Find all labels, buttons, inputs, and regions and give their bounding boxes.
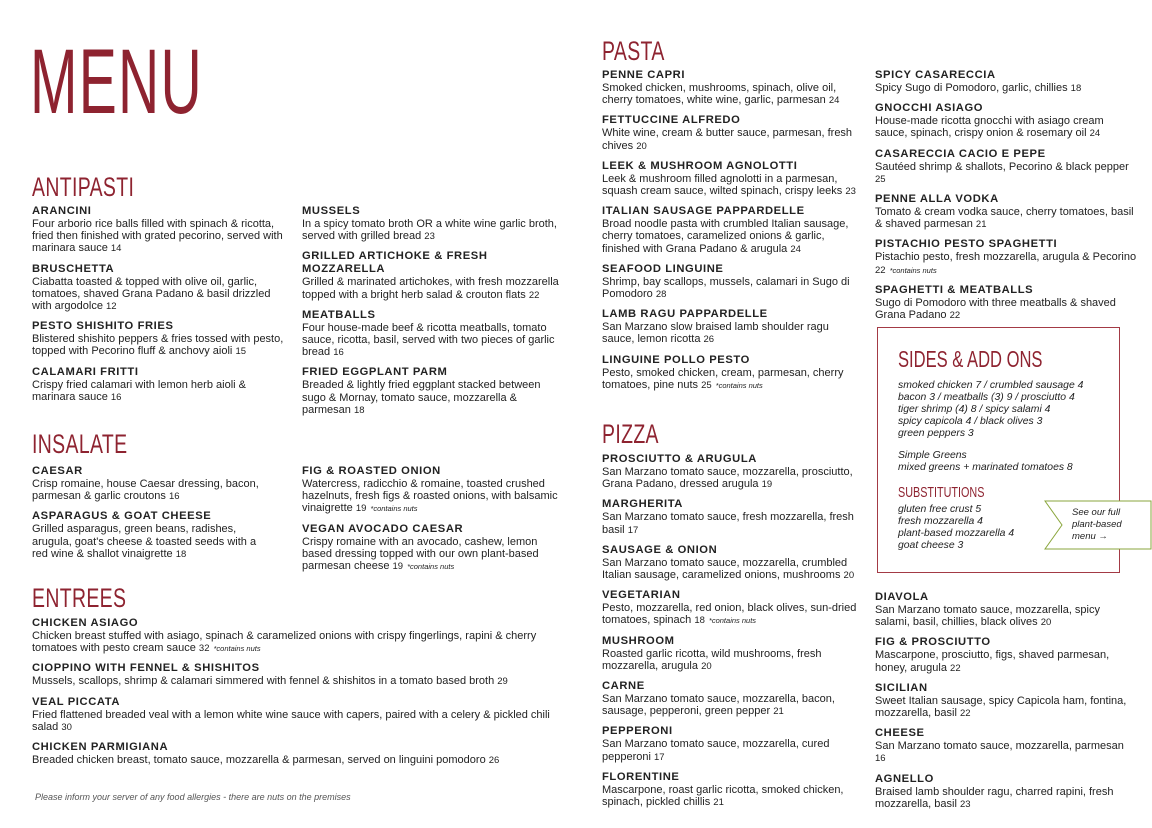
menu-item <box>602 114 860 152</box>
item-description <box>875 161 1137 186</box>
item-price: 19 <box>355 503 367 515</box>
menu-item <box>32 205 287 256</box>
item-price: 22 <box>950 662 961 674</box>
item-name: MEATBALLS <box>302 308 376 321</box>
item-name: PENNE ALLA VODKA <box>875 193 999 206</box>
item-description-text: Pesto, mozzarella, red onion, black olives, sun-dried tomatoes, spinach <box>602 602 857 627</box>
item-price: 15 <box>235 346 247 358</box>
item-price: 19 <box>761 479 773 491</box>
item-description-text: Four arborio rice balls filled with spinach & ricotta, fried then finished with grated pecorino, served with marinara sauce <box>32 218 283 255</box>
item-description-text: Grilled asparagus, green beans, radishes, arugula, goat's cheese & toasted seeds with a red wine & shallot vinaigrette <box>32 523 257 560</box>
item-description-text: Ciabatta toasted & topped with olive oil, garlic, tomatoes, shaved Grana Padano & basil drizzled with argodolce <box>32 275 271 313</box>
item-description-text: Smoked chicken, mushrooms, spinach, olive oil, cherry tomatoes, white wine, garlic, parmesan <box>602 82 837 107</box>
sides-line: spicy capicola 4 / black olives 3 <box>898 416 1043 427</box>
item-price: 21 <box>975 219 987 231</box>
item-price: 20 <box>843 570 855 582</box>
menu-item <box>875 148 1137 186</box>
item-description <box>875 115 1137 140</box>
menu-item <box>32 465 272 503</box>
item-description-text: San Marzano tomato sauce, mozzarella, prosciutto, Grana Padano, dressed arugula <box>602 466 853 491</box>
item-price: 24 <box>828 95 840 107</box>
item-description <box>602 511 862 536</box>
menu-item <box>32 617 552 655</box>
menu-item <box>602 263 860 301</box>
item-name: CHEESE <box>875 727 925 740</box>
menu-item <box>875 636 1137 674</box>
item-description-text: Sautéed shrimp & shallots, Pecorino & black pepper <box>875 160 1129 173</box>
item-description <box>32 709 552 734</box>
menu-item <box>875 773 1137 811</box>
item-description-text: Crispy fried calamari with lemon herb aioli & marinara sauce <box>32 378 246 403</box>
item-description <box>32 630 552 655</box>
item-description-text: Braised lamb shoulder ragu, charred rapini, fresh mozzarella, basil <box>875 785 1114 810</box>
substitutions-heading: SUBSTITUTIONS <box>898 484 985 501</box>
item-price: 14 <box>110 243 122 255</box>
pizza-left <box>602 453 862 816</box>
item-description-text: Crispy romaine with an avocado, cashew, lemon based dressing topped with our own plant-based parmesan cheese <box>302 535 539 573</box>
menu-item <box>302 465 560 516</box>
item-description <box>875 786 1137 811</box>
item-name: FLORENTINE <box>602 770 680 783</box>
entrees-heading: ENTREES <box>32 583 127 613</box>
item-name: FRIED EGGPLANT PARM <box>302 366 448 379</box>
item-description <box>602 693 862 718</box>
menu-item <box>602 680 862 718</box>
item-description <box>602 276 860 301</box>
item-name: SPAGHETTI & MEATBALLS <box>875 283 1034 296</box>
item-description-text: Tomato & cream vodka sauce, cherry tomatoes, basil & shaved parmesan <box>875 206 1134 231</box>
item-name: LEEK & MUSHROOM AGNOLOTTI <box>602 159 798 172</box>
item-description <box>602 127 860 152</box>
item-price: 22 <box>949 310 961 322</box>
item-description-text: Chicken breast stuffed with asiago, spinach & caramelized onions with crispy fingerlings, rapini & cherry tomatoes with pesto cream sauce <box>32 630 537 655</box>
menu-item <box>875 284 1137 322</box>
menu-item <box>602 453 862 491</box>
item-name: PESTO SHISHITO FRIES <box>32 320 174 333</box>
item-description <box>32 218 287 256</box>
antipasti-heading: ANTIPASTI <box>32 172 135 202</box>
item-price: 22 <box>528 289 540 301</box>
item-description-text: Spicy Sugo di Pomodoro, garlic, chillies <box>875 82 1068 94</box>
item-description <box>32 333 287 358</box>
item-description <box>32 478 272 503</box>
menu-item <box>302 309 560 360</box>
item-description <box>602 218 860 256</box>
antipasti-right <box>302 205 560 424</box>
item-description-text: San Marzano tomato sauce, mozzarella, bacon, sausage, pepperoni, green pepper <box>602 693 835 718</box>
allergy-note: Please inform your server of any food allergies - there are nuts on the premises <box>35 792 351 802</box>
greens-line: mixed greens + marinated tomatoes 8 <box>898 462 1073 473</box>
menu-item <box>602 635 862 673</box>
item-description-text: Shrimp, bay scallops, mussels, calamari in Sugo di Pomodoro <box>602 275 850 301</box>
item-description <box>302 276 560 301</box>
item-description-text: San Marzano tomato sauce, mozzarella, spicy salami, basil, chillies, black olives <box>875 604 1100 629</box>
item-price: 28 <box>655 289 667 301</box>
item-price: 24 <box>790 243 801 255</box>
item-description-text: House-made ricotta gnocchi with asiago cream sauce, spinach, crispy onion & rosemary oil <box>875 115 1104 140</box>
item-description <box>302 478 560 516</box>
item-name: DIAVOLA <box>875 591 929 603</box>
insalate-left <box>32 465 272 568</box>
item-price: 30 <box>61 721 72 733</box>
item-description <box>602 557 862 582</box>
contains-nuts-note: *contains nuts <box>213 644 261 654</box>
item-description-text: Blistered shishito peppers & fries tossed with pesto, topped with Pecorino fluff & anchovy aioli <box>32 333 284 358</box>
item-price: 32 <box>198 643 210 655</box>
item-price: 26 <box>703 334 715 346</box>
item-name: ARANCINI <box>32 205 92 217</box>
menu-item <box>602 69 860 107</box>
item-description-text: Sweet Italian sausage, spicy Capicola ham, fontina, mozzarella, basil <box>875 694 1127 720</box>
contains-nuts-note: *contains nuts <box>889 265 937 275</box>
item-name: ASPARAGUS & GOAT CHEESE <box>32 510 212 523</box>
item-price: 16 <box>875 753 886 765</box>
item-description <box>302 218 560 243</box>
item-description <box>602 784 862 809</box>
item-description-text: Sugo di Pomodoro with three meatballs & shaved Grana Padano <box>875 296 1116 322</box>
item-price: 25 <box>875 173 886 185</box>
menu-item <box>302 366 560 417</box>
item-price: 12 <box>106 301 117 313</box>
item-name: CASARECCIA CACIO E PEPE <box>875 147 1046 160</box>
item-price: 17 <box>627 524 639 536</box>
item-name: CAESAR <box>32 465 83 477</box>
item-description <box>875 82 1137 95</box>
item-name: FIG & PROSCIUTTO <box>875 636 991 649</box>
item-name: SPICY CASARECCIA <box>875 69 996 81</box>
item-description <box>602 466 862 491</box>
menu-item <box>32 741 552 767</box>
item-description <box>602 173 860 198</box>
banner-line: See our full <box>1072 507 1121 518</box>
item-name: MUSHROOM <box>602 634 675 647</box>
item-name: VEAL PICCATA <box>32 695 121 708</box>
item-price: 25 <box>701 379 712 391</box>
substitutions-list <box>898 504 1058 552</box>
item-name: SAUSAGE & ONION <box>602 543 718 556</box>
item-name: FIG & ROASTED ONION <box>302 465 441 477</box>
menu-item <box>602 205 860 256</box>
menu-item <box>302 523 560 574</box>
item-description-text: Mascarpone, roast garlic ricotta, smoked chicken, spinach, pickled chillis <box>602 783 844 809</box>
menu-item <box>875 591 1137 629</box>
sides-line: bacon 3 / meatballs (3) 9 / prosciutto 4 <box>898 392 1075 403</box>
pasta-right <box>875 69 1137 329</box>
item-description <box>602 82 860 107</box>
sub-line: fresh mozzarella 4 <box>898 516 983 527</box>
menu-item <box>32 263 287 314</box>
item-description <box>32 276 287 314</box>
item-description <box>302 379 560 417</box>
item-description <box>602 367 860 392</box>
item-price: 18 <box>694 615 705 627</box>
pasta-left <box>602 69 860 399</box>
menu-item <box>602 589 862 627</box>
item-description <box>875 740 1137 765</box>
item-description-text: San Marzano slow braised lamb shoulder ragu sauce, lemon ricotta <box>602 321 829 346</box>
sides-list <box>898 380 1113 474</box>
item-name: MUSSELS <box>302 205 361 217</box>
item-price: 19 <box>392 561 404 573</box>
item-price: 22 <box>959 708 971 720</box>
item-price: 21 <box>773 706 784 718</box>
item-description-text: Mascarpone, prosciutto, figs, shaved parmesan, honey, arugula <box>875 649 1110 674</box>
menu-item <box>302 205 560 243</box>
item-price: 22 <box>875 264 886 276</box>
item-price: 20 <box>701 660 712 672</box>
menu-item <box>302 250 560 301</box>
item-name: MARGHERITA <box>602 498 683 511</box>
item-description <box>875 251 1137 276</box>
item-name: ITALIAN SAUSAGE PAPPARDELLE <box>602 205 805 218</box>
item-description <box>602 648 862 673</box>
item-description-text: Crisp romaine, house Caesar dressing, bacon, parmesan & garlic croutons <box>32 478 259 503</box>
item-description <box>32 675 552 688</box>
item-description-text: Watercress, radicchio & romaine, toasted crushed hazelnuts, fresh figs & roasted onions, with balsamic vinaigrette <box>302 478 558 515</box>
item-name: SEAFOOD LINGUINE <box>602 262 724 275</box>
sides-line: smoked chicken 7 / crumbled sausage 4 <box>898 380 1084 391</box>
item-price: 26 <box>488 755 500 767</box>
item-price: 16 <box>333 347 344 359</box>
entrees-list <box>32 617 552 774</box>
item-price: 24 <box>1089 128 1101 140</box>
item-description-text: San Marzano tomato sauce, mozzarella, parmesan <box>875 740 1124 753</box>
item-name: CIOPPINO WITH FENNEL & SHISHITOS <box>32 662 260 675</box>
menu-item <box>602 725 862 763</box>
plant-based-menu-banner[interactable] <box>1044 500 1152 550</box>
insalate-right <box>302 465 560 580</box>
sides-line: tiger shrimp (4) 8 / spicy salami 4 <box>898 404 1051 415</box>
sides-heading: SIDES & ADD ONS <box>898 346 1043 372</box>
item-name: CALAMARI FRITTI <box>32 365 139 378</box>
menu-item <box>875 193 1137 231</box>
contains-nuts-note: *contains nuts <box>715 380 763 390</box>
item-description <box>875 206 1137 231</box>
item-name: FETTUCCINE ALFREDO <box>602 114 741 127</box>
item-price: 18 <box>175 548 187 560</box>
item-name: CHICKEN ASIAGO <box>32 617 139 629</box>
item-description <box>32 523 272 561</box>
item-name: PENNE CAPRI <box>602 69 686 81</box>
item-name: LAMB RAGU PAPPARDELLE <box>602 308 768 321</box>
item-description <box>875 604 1137 629</box>
item-price: 18 <box>1070 83 1082 94</box>
menu-item <box>602 498 862 536</box>
contains-nuts-note: *contains nuts <box>708 616 757 626</box>
sub-line: gluten free crust 5 <box>898 504 982 515</box>
item-price: 20 <box>1040 617 1052 629</box>
item-description-text: San Marzano tomato sauce, mozzarella, cured pepperoni <box>602 738 830 763</box>
item-description <box>602 602 862 627</box>
antipasti-left <box>32 205 287 411</box>
menu-item <box>602 308 860 346</box>
item-name: VEGAN AVOCADO CAESAR <box>302 522 464 535</box>
item-name: BRUSCHETTA <box>32 262 115 275</box>
contains-nuts-note: *contains nuts <box>370 504 418 514</box>
menu-item <box>602 771 862 809</box>
item-name: PROSCIUTTO & ARUGULA <box>602 453 757 465</box>
item-name: GRILLED ARTICHOKE & FRESH MOZZARELLA <box>302 250 488 276</box>
menu-title: MENU <box>30 31 203 133</box>
menu-item <box>602 354 860 392</box>
item-description-text: Roasted garlic ricotta, wild mushrooms, fresh mozzarella, arugula <box>602 647 822 672</box>
item-name: LINGUINE POLLO PESTO <box>602 353 750 366</box>
menu-item <box>32 662 552 688</box>
pasta-heading: PASTA <box>602 36 665 66</box>
contains-nuts-note: *contains nuts <box>407 562 455 572</box>
item-description-text: Grilled & marinated artichokes, with fresh mozzarella topped with a bright herb salad & crouton flats <box>302 276 559 301</box>
item-description <box>602 738 862 763</box>
item-price: 16 <box>168 491 180 503</box>
item-price: 20 <box>636 140 647 152</box>
item-name: PISTACHIO PESTO SPAGHETTI <box>875 238 1058 251</box>
pizza-heading: PIZZA <box>602 419 659 449</box>
sides-line: green peppers 3 <box>898 428 974 439</box>
item-description <box>302 322 560 360</box>
menu-item <box>875 682 1137 720</box>
item-name: GNOCCHI ASIAGO <box>875 102 984 115</box>
item-description-text: Broad noodle pasta with crumbled Italian sausage, cherry tomatoes, caramelized onions & garlic, finished with Grana Padano & arugula <box>602 218 849 255</box>
menu-item <box>32 696 552 734</box>
item-name: PEPPERONI <box>602 725 673 738</box>
item-price: 29 <box>497 676 508 688</box>
item-description-text: In a spicy tomato broth OR a white wine garlic broth, served with grilled bread <box>302 218 557 243</box>
menu-item <box>875 102 1137 140</box>
item-description-text: Leek & mushroom filled agnolotti in a parmesan, squash cream sauce, wilted spinach, crispy leeks <box>602 172 843 198</box>
menu-item <box>875 69 1137 95</box>
item-description-text: San Marzano tomato sauce, fresh mozzarella, fresh basil <box>602 511 854 536</box>
item-description-text: Pistachio pesto, fresh mozzarella, arugula & Pecorino <box>875 251 1137 264</box>
item-name: CHICKEN PARMIGIANA <box>32 741 169 754</box>
item-price: 18 <box>353 404 365 416</box>
item-description <box>602 321 860 346</box>
item-description-text: San Marzano tomato sauce, mozzarella, crumbled Italian sausage, caramelized onions, mushrooms <box>602 556 848 582</box>
item-price: 16 <box>110 391 122 403</box>
item-price: 23 <box>959 798 971 810</box>
item-price: 23 <box>424 231 435 243</box>
item-description-text: White wine, cream & butter sauce, parmesan, fresh chives <box>602 127 853 152</box>
insalate-heading: INSALATE <box>32 429 128 459</box>
item-description-text: Breaded chicken breast, tomato sauce, mozzarella & parmesan, served on linguini pomodoro <box>32 754 486 767</box>
item-description-text: Breaded & lightly fried eggplant stacked between sugo & Mornay, tomato sauce, mozzarella & parmesan <box>302 379 541 416</box>
menu-item <box>32 510 272 561</box>
item-price: 17 <box>654 751 665 763</box>
item-name: AGNELLO <box>875 772 934 785</box>
item-description-text: Fried flattened breaded veal with a lemon white wine sauce with capers, paired with a celery & pickled chili salad <box>32 708 550 733</box>
item-description-text: Four house-made beef & ricotta meatballs, tomato sauce, ricotta, basil, served with two pieces of garlic bread <box>302 321 555 359</box>
item-description-text: Pesto, smoked chicken, cream, parmesan, cherry tomatoes, pine nuts <box>602 366 844 391</box>
menu-item <box>602 544 862 582</box>
item-description <box>875 649 1137 674</box>
sub-line: goat cheese 3 <box>898 540 964 551</box>
item-description <box>302 536 560 574</box>
item-description <box>875 297 1137 322</box>
item-description-text: Mussels, scallops, shrimp & calamari simmered with fennel & shishitos in a tomato based broth <box>32 675 495 688</box>
item-description <box>32 379 287 404</box>
pizza-right <box>875 591 1137 818</box>
item-name: SICILIAN <box>875 681 928 694</box>
item-description <box>32 754 552 767</box>
menu-item <box>32 366 287 404</box>
menu-item <box>875 238 1137 276</box>
item-name: CARNE <box>602 680 645 693</box>
item-price: 23 <box>845 186 856 198</box>
banner-line: menu → <box>1072 531 1108 542</box>
sub-line: plant-based mozzarella 4 <box>898 528 1015 539</box>
menu-item <box>32 320 287 358</box>
greens-line: Simple Greens <box>898 450 967 461</box>
item-name: VEGETARIAN <box>602 589 681 602</box>
item-description <box>875 695 1137 720</box>
menu-item <box>602 160 860 198</box>
menu-item <box>875 727 1137 765</box>
banner-line: plant-based <box>1072 519 1122 530</box>
item-price: 21 <box>713 797 724 809</box>
